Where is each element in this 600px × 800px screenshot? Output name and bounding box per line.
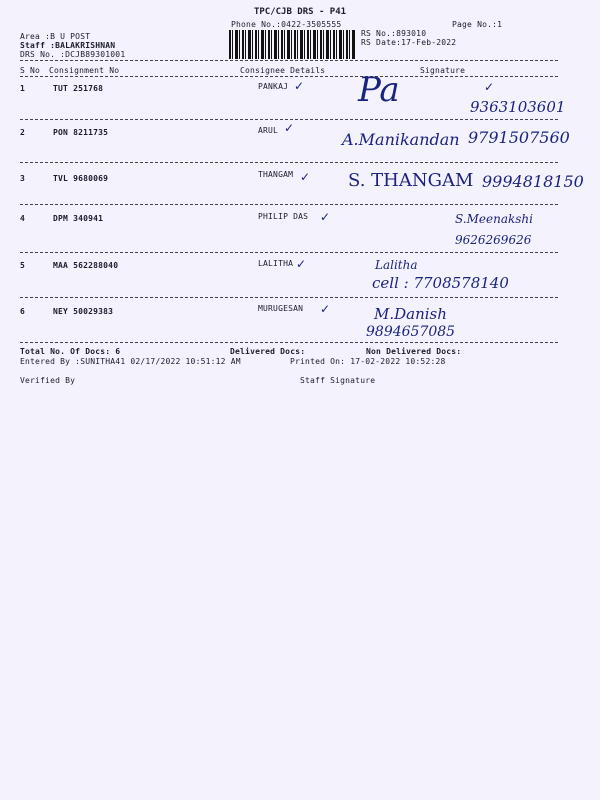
signature: S. THANGAM	[348, 170, 474, 191]
row-sno: 3	[20, 174, 26, 183]
signature: S.Meenakshi	[455, 212, 533, 226]
signature: Pa	[358, 70, 400, 110]
row-consignment: TUT 251768	[53, 84, 104, 93]
row-consignee: PANKAJ	[258, 82, 289, 91]
row-consignment: PON 8211735	[53, 128, 109, 137]
check-mark-icon: ✓	[300, 170, 311, 184]
row-consignment: NEY 50029383	[53, 307, 114, 316]
row-sno: 1	[20, 84, 26, 93]
page-number: Page No.:1	[452, 20, 503, 29]
drs-number: DRS No. :DCJB89301001	[20, 50, 126, 59]
rs-number: RS No.:893010	[361, 29, 427, 38]
phone-handwritten: cell : 7708578140	[372, 274, 509, 292]
divider	[20, 342, 558, 343]
check-mark-icon: ✓	[284, 121, 295, 135]
barcode-image	[229, 30, 355, 59]
divider	[20, 204, 558, 205]
phone-number: Phone No.:0422-3505555	[231, 20, 342, 29]
staff-signature: Staff Signature	[300, 376, 376, 385]
row-consignee: MURUGESAN	[258, 304, 304, 313]
column-consignee: Consignee Details	[240, 66, 326, 75]
divider	[20, 119, 558, 120]
printed-on: Printed On: 17-02-2022 10:52:28	[290, 357, 446, 366]
divider	[20, 252, 558, 253]
check-mark-icon: ✓	[484, 80, 495, 94]
delivered-docs: Delivered Docs:	[230, 347, 306, 356]
non-delivered-docs: Non Delivered Docs:	[366, 347, 462, 356]
row-consignee: THANGAM	[258, 170, 294, 179]
check-mark-icon: ✓	[294, 79, 305, 93]
rs-date: RS Date:17-Feb-2022	[361, 38, 457, 47]
divider	[20, 162, 558, 163]
phone-handwritten: 9626269626	[455, 233, 532, 247]
staff: Staff :BALAKRISHNAN	[20, 41, 116, 50]
row-consignment: TVL 9680069	[53, 174, 109, 183]
row-consignment: DPM 340941	[53, 214, 104, 223]
phone-handwritten: 9363103601	[470, 98, 566, 116]
phone-handwritten: 9791507560	[468, 128, 570, 147]
check-mark-icon: ✓	[296, 257, 307, 271]
check-mark-icon: ✓	[320, 210, 331, 224]
row-consignment: MAA 562288040	[53, 261, 119, 270]
row-sno: 5	[20, 261, 26, 270]
divider	[20, 297, 558, 298]
check-mark-icon: ✓	[320, 302, 331, 316]
row-consignee: ARUL	[258, 126, 279, 135]
area: Area :B U POST	[20, 32, 91, 41]
verified-by: Verified By	[20, 376, 76, 385]
row-sno: 6	[20, 307, 26, 316]
total-docs: Total No. Of Docs: 6	[20, 347, 121, 356]
column-consignment: Consignment No	[49, 66, 120, 75]
divider	[20, 60, 558, 61]
signature: Lalitha	[375, 258, 418, 272]
column-sno: S No	[20, 66, 41, 75]
row-consignee: PHILIP DAS	[258, 212, 309, 221]
phone-handwritten: 9994818150	[482, 172, 584, 191]
row-sno: 2	[20, 128, 26, 137]
divider	[20, 76, 558, 77]
entered-by: Entered By :SUNITHA41 02/17/2022 10:51:12 AM	[20, 357, 241, 366]
row-sno: 4	[20, 214, 26, 223]
signature: M.Danish	[374, 305, 447, 323]
row-consignee: LALITHA	[258, 259, 294, 268]
document-title: TPC/CJB DRS - P41	[253, 7, 347, 17]
column-signature: Signature	[420, 66, 466, 75]
signature: A.Manikandan	[342, 130, 460, 149]
phone-handwritten: 9894657085	[366, 324, 456, 340]
